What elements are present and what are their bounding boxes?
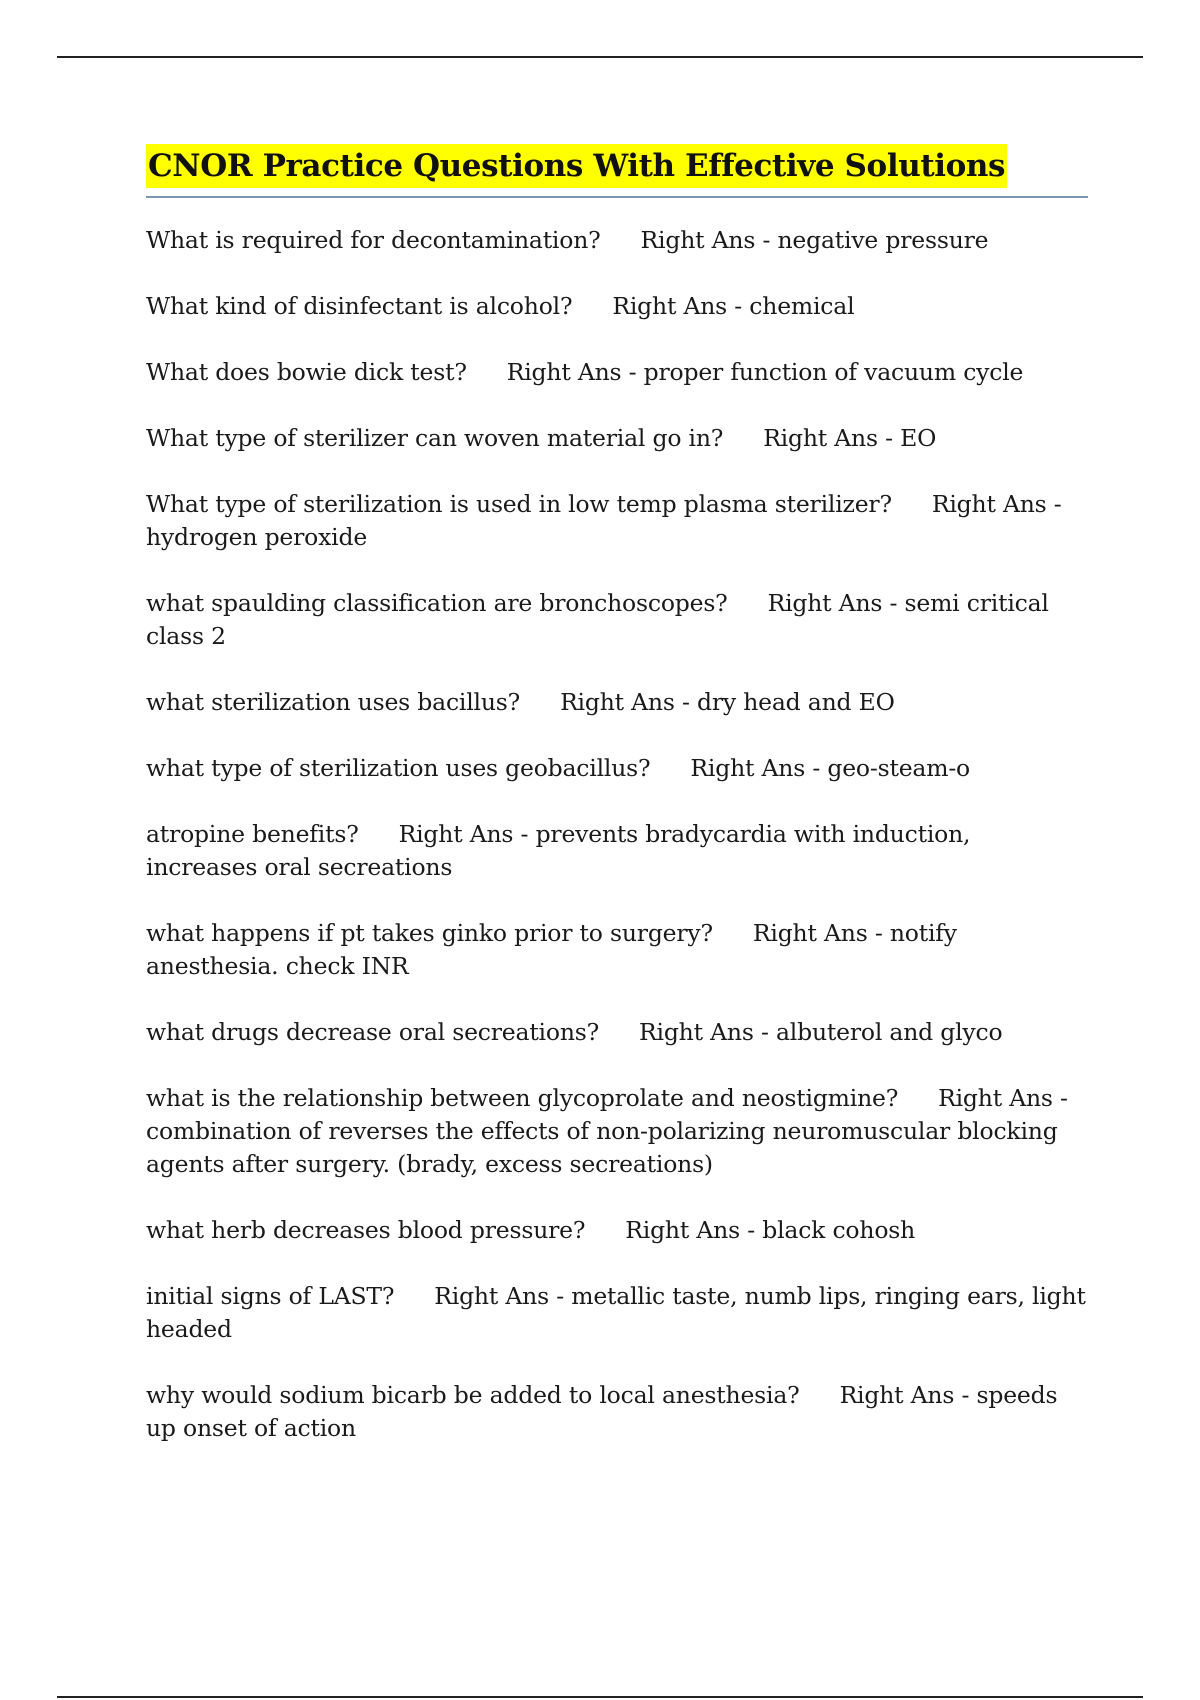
answer-text: Right Ans - proper function of vacuum cycle [506,358,1024,386]
qa-item [146,1082,1088,1181]
title-underline [146,196,1088,198]
qa-item [146,818,1088,884]
answer-text: Right Ans - prevents bradycardia with induction, increases oral secreations [146,820,971,881]
question-text: What is required for decontamination? [146,226,601,254]
qa-item [146,1280,1088,1346]
answer-text: Right Ans - albuterol and glyco [639,1018,1003,1046]
answer-text: Right Ans - dry head and EO [560,688,895,716]
document-body [146,144,1088,1478]
question-text: What type of sterilizer can woven material go in? [146,424,724,452]
question-text: what is the relationship between glycoprolate and neostigmine? [146,1084,899,1112]
question-text: what type of sterilization uses geobacillus? [146,754,651,782]
qa-item [146,1379,1088,1445]
question-text: what drugs decrease oral secreations? [146,1018,600,1046]
answer-text: Right Ans - notify anesthesia. check INR [146,919,957,980]
answer-text: Right Ans - semi critical class 2 [146,589,1049,650]
qa-item [146,224,1088,257]
question-text: What kind of disinfectant is alcohol? [146,292,573,320]
question-text: what happens if pt takes ginko prior to surgery? [146,919,713,947]
footer-rule [57,1696,1143,1698]
question-text: What does bowie dick test? [146,358,467,386]
answer-text: Right Ans - combination of reverses the effects of non-polarizing neuromuscular blocking agents after surgery. (brady, excess secreations) [146,1084,1068,1178]
answer-text: Right Ans - hydrogen peroxide [146,490,1062,551]
question-text: atropine benefits? [146,820,359,848]
answer-text: Right Ans - speeds up onset of action [146,1381,1058,1442]
qa-item [146,752,1088,785]
question-text: initial signs of LAST? [146,1282,395,1310]
question-text: What type of sterilization is used in low temp plasma sterilizer? [146,490,892,518]
header-rule [57,56,1143,58]
question-text: what sterilization uses bacillus? [146,688,521,716]
qa-item [146,1214,1088,1247]
question-text: what herb decreases blood pressure? [146,1216,586,1244]
answer-text: Right Ans - black cohosh [625,1216,916,1244]
qa-item [146,488,1088,554]
answer-text: Right Ans - negative pressure [640,226,989,254]
qa-item [146,686,1088,719]
qa-item [146,422,1088,455]
qa-item [146,587,1088,653]
qa-item [146,917,1088,983]
answer-text: Right Ans - geo-steam-o [690,754,971,782]
qa-list [146,224,1088,1445]
qa-item [146,1016,1088,1049]
answer-text: Right Ans - chemical [612,292,855,320]
document-title: CNOR Practice Questions With Effective Solutions [146,144,1007,188]
question-text: why would sodium bicarb be added to local anesthesia? [146,1381,800,1409]
qa-item [146,356,1088,389]
qa-item [146,290,1088,323]
answer-text: Right Ans - metallic taste, numb lips, ringing ears, light headed [146,1282,1086,1343]
question-text: what spaulding classification are bronchoscopes? [146,589,728,617]
answer-text: Right Ans - EO [763,424,937,452]
